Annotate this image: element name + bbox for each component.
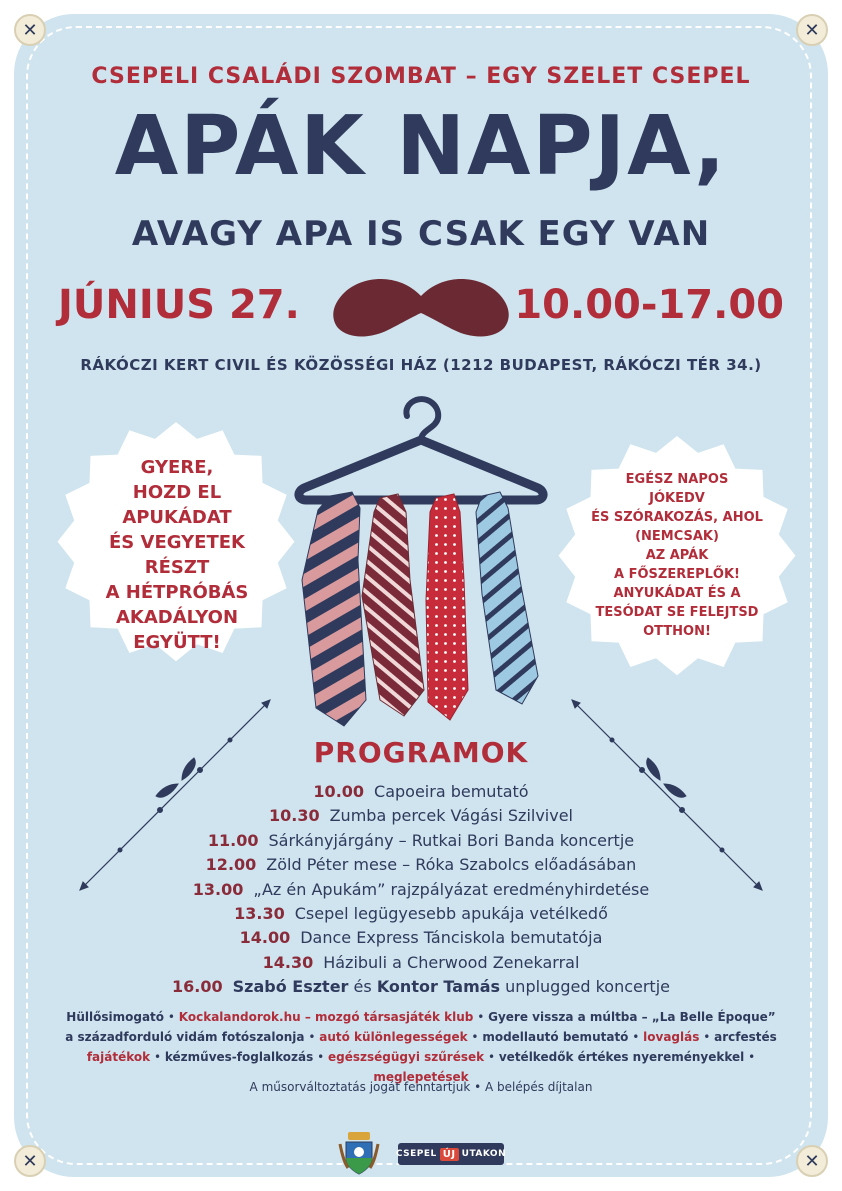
event-time: 10.00-17.00 [514, 282, 784, 328]
ties-icon [302, 492, 538, 726]
program-item: 12.00 Zöld Péter mese – Róka Szabolcs előadásában [205, 855, 637, 875]
program-title: PROGRAMOK [313, 736, 529, 769]
program-item: 13.00 „Az én Apukám” rajzpályázat eredményhirdetése [192, 879, 650, 899]
csepel-uj-utakon-logo: CSEPEL ÚJ UTAKON [398, 1143, 504, 1165]
program-item: 14.30 Házibuli a Cherwood Zenekarral [262, 952, 580, 972]
program-item: 13.30 Csepel legügyesebb apukája vetélkedő [234, 904, 608, 924]
program-item: 16.00 Szabó Eszter és Kontor Tamás unplugged koncertje [172, 977, 670, 997]
button-close-icon: ✕ [14, 1145, 46, 1177]
program-item: 10.00 Capoeira bemutató [313, 782, 529, 801]
event-series-title: CSEPELI CSALÁDI SZOMBAT – EGY SZELET CSEPEL [91, 64, 751, 89]
extra-activities: Hüllősimogató • Kockalandorok.hu – mozgó társasjáték klub • Gyere vissza a múltba – „La Belle Époque” a századforduló vidám fotószalonja • autó különlegességek • modellautó bemutató • lovaglás • arcfestés fajátékok • kézműves-foglalkozás • egészségügyi szűrések • vetélkedők értékes nyereményekkel • meglepetések [65, 1010, 777, 1084]
left-badge-text: GYERE, HOZD EL APUKÁDAT ÉS VEGYETEK RÉSZT A HÉTPRÓBÁS AKADÁLYON EGYÜTT! [105, 457, 249, 653]
subtitle: AVAGY APA IS CSAK EGY VAN [131, 214, 711, 254]
event-date: JÚNIUS 27. [58, 282, 300, 328]
mustache-icon [333, 279, 508, 337]
program-item: 14.00 Dance Express Tánciskola bemutatója [239, 928, 603, 948]
venue-address: RÁKÓCZI KERT CIVIL ÉS KÖZÖSSÉGI HÁZ (1212 BUDAPEST, RÁKÓCZI TÉR 34.) [80, 356, 762, 374]
main-title: APÁK NAPJA, [114, 99, 728, 194]
program-item: 10.30 Zumba percek Vágási Szilvivel [268, 806, 573, 826]
hanger-icon [299, 399, 543, 500]
button-close-icon: ✕ [796, 14, 828, 46]
program-list [0, 780, 842, 1000]
coat-of-arms-icon [338, 1128, 380, 1176]
footer-note: A műsorváltoztatás jogát fenntartjuk • A belépés díjtalan [249, 1080, 593, 1094]
button-close-icon: ✕ [14, 14, 46, 46]
button-close-icon: ✕ [796, 1145, 828, 1177]
right-badge-text: EGÉSZ NAPOS JÓKEDV ÉS SZÓRAKOZÁS, AHOL (NEMCSAK) AZ APÁK A FŐSZEREPLŐK! ANYUKÁDAT ÉS A TESÓDAT SE FELEJTSD OTTHON! [591, 472, 763, 639]
program-item: 11.00 Sárkányjárgány – Rutkai Bori Banda koncertje [207, 830, 635, 850]
